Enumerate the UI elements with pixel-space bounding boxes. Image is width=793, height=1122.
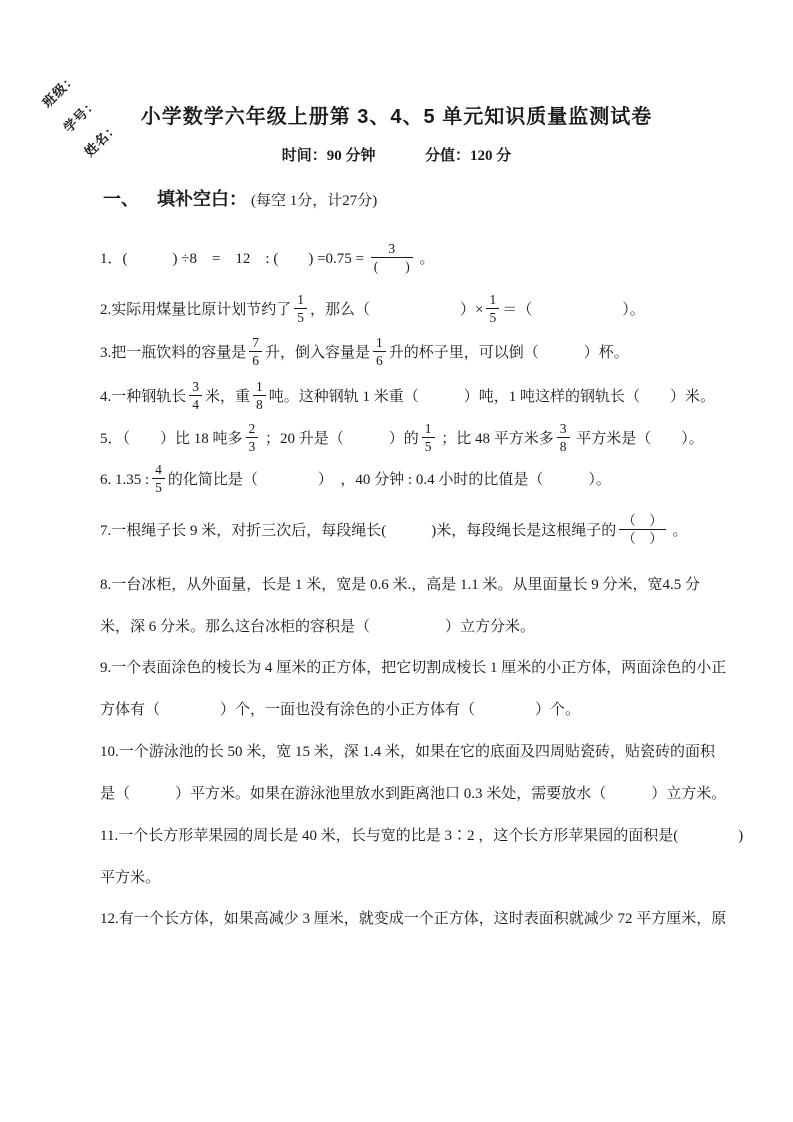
- corner-label-name: 姓名：: [81, 119, 122, 160]
- question-8: [100, 564, 780, 648]
- fraction: [253, 378, 266, 414]
- paper-meta: [0, 144, 793, 165]
- fraction: [189, 378, 202, 414]
- fraction-denominator: 6: [376, 353, 383, 369]
- fraction-numerator: 1: [294, 291, 307, 310]
- question-text: 9.一个表面涂色的棱长为 4 厘米的正方体，把它切割成棱长 1 厘米的小正方体，两面涂色的小正: [100, 660, 727, 676]
- question-text: 是（ ）平方米。如果在游泳池里放水到距离池口 0.3 米处，需要放水（ ）立方米。: [100, 786, 727, 802]
- question-text: 。: [415, 251, 435, 267]
- question-12: [100, 898, 780, 940]
- fraction: [294, 291, 307, 327]
- fraction-numerator: 2: [246, 420, 259, 439]
- question-text: 平方米是（ ）。: [572, 431, 704, 447]
- question-3: [100, 332, 780, 374]
- question-text: 吨。这种钢轨 1 米重（ ）吨，1 吨这样的钢轨长（ ）米。: [268, 389, 716, 405]
- fraction-numerator: 3: [371, 240, 413, 259]
- question-text: 10.一个游泳池的长 50 米，宽 15 米，深 1.4 米，如果在它的底面及四周贴瓷砖，贴瓷砖的面积: [100, 744, 716, 760]
- question-text: 5．（ ）比 18 吨多: [100, 431, 243, 447]
- question-9: [100, 647, 780, 731]
- fraction-numerator: 3: [557, 420, 570, 439]
- fraction-denominator: 8: [256, 397, 263, 413]
- fraction: [619, 512, 666, 548]
- fraction: [249, 334, 262, 370]
- question-text: 的化简比是（ ） ，40 分钟 : 0.4 小时的比值是（ ）。: [167, 472, 611, 488]
- fraction: [422, 420, 435, 456]
- question-text: 升的杯子里，可以倒（ ）杯。: [388, 345, 629, 361]
- question-text: 2.实际用煤量比原计划节约了: [100, 302, 292, 318]
- section-heading: [103, 185, 377, 211]
- question-text: 8.一台冰柜，从外面量，长是 1 米，宽是 0.6 米.，高是 1.1 米。从里面量长 9 分米，宽4.5 分: [100, 577, 701, 593]
- question-text: ，那么（ ）×: [310, 302, 484, 318]
- question-11: [100, 815, 780, 899]
- fraction: [486, 291, 499, 327]
- question-text: 1．( ) ÷8 = 12 : ( ) =0.75 =: [100, 251, 368, 267]
- section-note: (每空 1分，计27分): [251, 193, 378, 209]
- fraction-numerator: 3: [189, 378, 202, 397]
- fraction: [246, 420, 259, 456]
- question-text: 方体有（ ）个，一面也没有涂色的小正方体有（ ）个。: [100, 702, 581, 718]
- question-7: [100, 510, 780, 552]
- fraction-numerator: 7: [249, 334, 262, 353]
- fraction: [373, 334, 386, 370]
- question-text: 3.把一瓶饮料的容量是: [100, 345, 247, 361]
- fraction-numerator: 1: [373, 334, 386, 353]
- question-6: [100, 459, 780, 501]
- question-text: 米，重: [205, 389, 251, 405]
- fraction-denominator: 4: [192, 397, 200, 413]
- fraction-denominator: 6: [252, 353, 260, 369]
- fraction: [152, 461, 165, 497]
- question-10: [100, 731, 780, 815]
- question-text: 7.一根绳子长 9 米，对折三次后，每段绳长( )米，每段绳长是这根绳子的: [100, 523, 617, 539]
- fraction-numerator: （ ）: [619, 512, 666, 531]
- corner-label-student-number: 学号：: [60, 95, 101, 136]
- section-number: 一、: [103, 189, 139, 209]
- fraction: [371, 240, 413, 276]
- time-label: 时间：90 分钟: [281, 148, 376, 164]
- question-text: 平方米。: [100, 870, 161, 886]
- fraction-denominator: 5: [297, 310, 305, 326]
- question-5: [100, 418, 780, 460]
- fraction-denominator: 5: [489, 310, 497, 326]
- question-2: [100, 289, 780, 331]
- question-4: [100, 376, 780, 418]
- fraction-numerator: 1: [486, 291, 499, 310]
- fraction-numerator: 1: [253, 378, 266, 397]
- question-text: 升，倒入容量是: [265, 345, 371, 361]
- question-text: 6. 1.35 :: [100, 472, 150, 488]
- fraction: [557, 420, 570, 456]
- question-text: ；比 48 平方米多: [437, 431, 554, 447]
- fraction-numerator: 1: [422, 420, 435, 439]
- fraction-denominator: 5: [155, 480, 162, 496]
- fraction-numerator: 4: [152, 461, 165, 480]
- fraction-denominator: ( ): [373, 259, 410, 275]
- fraction-denominator: 3: [248, 439, 256, 455]
- question-text: 4.一种钢轨长: [100, 389, 187, 405]
- section-name: 填补空白：: [157, 189, 247, 209]
- corner-label-class: 班级：: [39, 70, 80, 111]
- question-text: 。: [668, 523, 688, 539]
- question-1: [100, 238, 780, 280]
- question-text: ；20 升是（ ）的: [261, 431, 419, 447]
- question-text: 12.有一个长方体，如果高减少 3 厘米，就变成一个正方体，这时表面积就减少 72 平方厘米，原: [100, 911, 727, 927]
- fraction-denominator: （ ）: [622, 531, 663, 547]
- page-title: 小学数学六年级上册第 3、4、5 单元知识质量监测试卷: [140, 106, 653, 128]
- score-label: 分值：120 分: [425, 148, 512, 164]
- question-text: 11.一个长方形苹果园的周长是 40 米，长与宽的比是 3∶2 ，这个长方形苹果园的面积是( ): [100, 828, 744, 844]
- fraction-denominator: 5: [424, 439, 432, 455]
- question-text: 米，深 6 分米。那么这台冰柜的容积是（ ）立方分米。: [100, 619, 536, 635]
- fraction-denominator: 8: [559, 439, 567, 455]
- question-text: ＝（ ）。: [502, 302, 645, 318]
